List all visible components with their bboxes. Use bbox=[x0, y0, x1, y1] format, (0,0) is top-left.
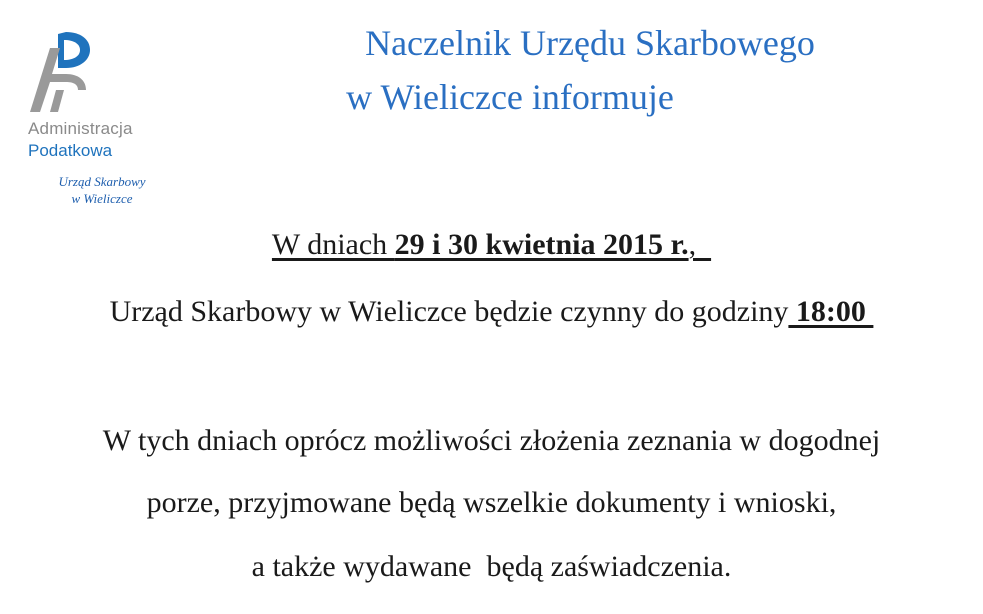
hours-announcement bbox=[0, 295, 983, 329]
heading-line2: w Wieliczce informuje bbox=[346, 77, 674, 117]
logo-text-podatkowa: Podatkowa bbox=[28, 141, 113, 160]
logo-text-administracja: Administracja bbox=[28, 119, 133, 138]
hours-text: Urząd Skarbowy w Wieliczce będzie czynny do godziny bbox=[109, 295, 789, 328]
body-text-line3: a także wydawane będą zaświadczenia. bbox=[251, 550, 732, 583]
date-suffix: , bbox=[688, 228, 712, 261]
office-name-line1: Urząd Skarbowy bbox=[58, 174, 146, 189]
closing-hour: 18:00 bbox=[788, 295, 874, 328]
heading-line1: Naczelnik Urzędu Skarbowego bbox=[365, 23, 815, 63]
body-text-line2: porze, przyjmowane będą wszelkie dokumenty i wnioski, bbox=[146, 486, 837, 519]
date-announcement bbox=[0, 228, 983, 262]
body-text-line1: W tych dniach oprócz możliwości złożenia zeznania w dogodnej bbox=[102, 424, 881, 457]
date-value: 29 i 30 kwietnia 2015 r. bbox=[394, 228, 689, 261]
administracja-podatkowa-logo-icon bbox=[26, 28, 96, 112]
office-name-line2: w Wieliczce bbox=[71, 191, 133, 206]
date-prefix: W dniach bbox=[271, 228, 395, 261]
